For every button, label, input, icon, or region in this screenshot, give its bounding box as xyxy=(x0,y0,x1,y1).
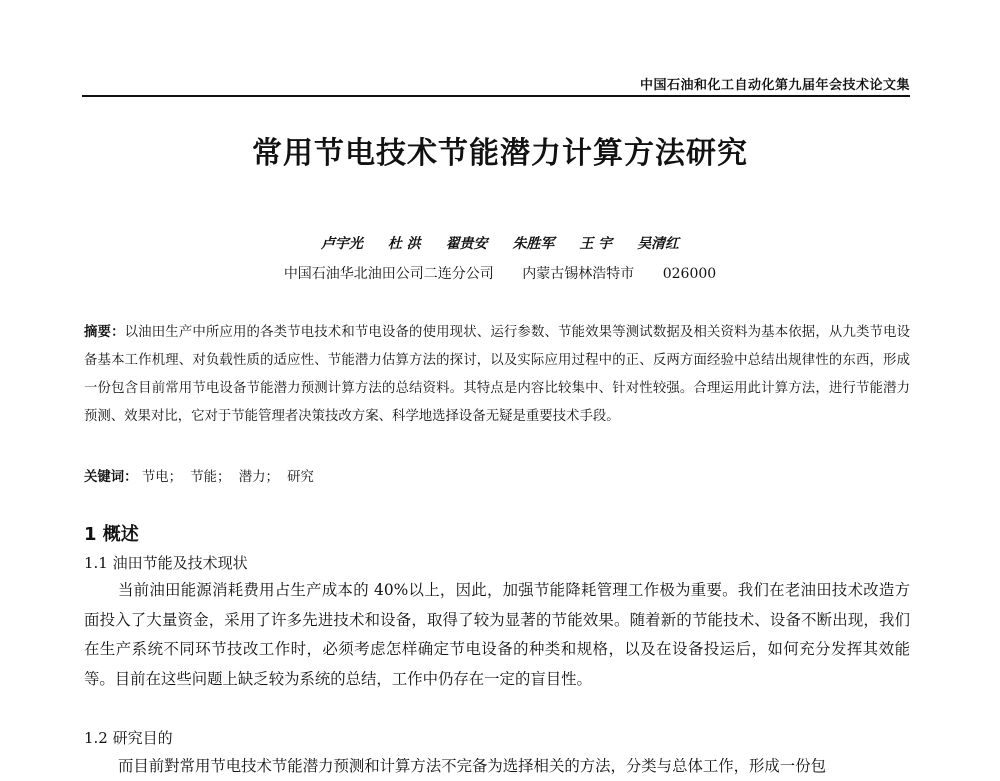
author-list xyxy=(0,233,1000,253)
keyword-separator: ； xyxy=(217,470,231,485)
keyword: 潜力 xyxy=(238,470,266,485)
keyword-separator: ； xyxy=(265,470,279,485)
keyword: 研究 xyxy=(287,470,314,485)
affiliation-org: 中国石油华北油田公司二连分公司 xyxy=(283,266,494,282)
keywords xyxy=(84,466,910,489)
author: 卢宇光 xyxy=(320,236,363,252)
cut-off-line: 而目前對常用节电技术节能潜力预测和计算方法不完备为选择相关的方法，分类与总体工作，形成一份包 xyxy=(118,757,826,775)
abstract xyxy=(84,318,910,431)
section-heading: 1 概述 xyxy=(84,524,139,545)
affiliation-postcode: 026000 xyxy=(662,266,717,282)
page-header xyxy=(82,0,910,98)
keyword: 节能 xyxy=(190,470,218,485)
paper-title: 常用节电技术节能潜力计算方法研究 xyxy=(252,136,748,171)
affiliation xyxy=(0,263,1000,283)
body-paragraph: 当前油田能源消耗费用占生产成本的 40%以上，因此，加强节能降耗管理工作极为重要。我们在老油田技术改造方面投入了大量资金，采用了许多先进技术和设备，取得了较为显著的节能效果。随着新的节能技术、设备不断出现，我们在生产系统不同环节技改工作时，必须考虑怎样确定节电设备的种类和规格，以及在设备投运后，如何充分发挥其效能等。目前在这些问题上缺乏较为系统的总结，工作中仍存在一定的盲目性。 xyxy=(84,581,910,688)
subsection-heading: 1.2 研究目的 xyxy=(84,729,173,747)
affiliation-city: 内蒙古锡林浩特市 xyxy=(522,266,635,282)
author: 吴清红 xyxy=(637,236,680,252)
header-rule xyxy=(82,95,910,97)
author: 王 宇 xyxy=(579,236,613,252)
keyword: 节电 xyxy=(141,470,169,485)
abstract-text: 以油田生产中所应用的各类节电技术和节电设备的使用现状、运行参数、节能效果等测试数据及相关资料为基本依据，从九类节电设备基本工作机理、对负载性质的适应性、节能潜力估算方法的探讨，以及实际应用过程中的正、反两方面经验中总结出规律性的东西，形成一份包含目前常用节电设备节能潜力预测计算方法的总结资料。其特点是内容比较集中、针对性较强。合理运用此计算方法，进行节能潜力预测、效果对比，它对于节能管理者决策技改方案、科学地选择设备无疑是重要技术手段。 xyxy=(84,325,911,424)
author: 翟贵安 xyxy=(445,236,488,252)
keywords-label: 关键词： xyxy=(84,469,138,485)
subsection-heading: 1.1 油田节能及技术现状 xyxy=(84,554,248,572)
author: 朱胜军 xyxy=(512,236,555,252)
author: 杜 洪 xyxy=(387,236,421,252)
keyword-separator: ； xyxy=(168,470,182,485)
abstract-label: 摘要： xyxy=(84,324,125,340)
journal-name: 中国石油和化工自动化第九届年会技术论文集 xyxy=(639,78,910,93)
